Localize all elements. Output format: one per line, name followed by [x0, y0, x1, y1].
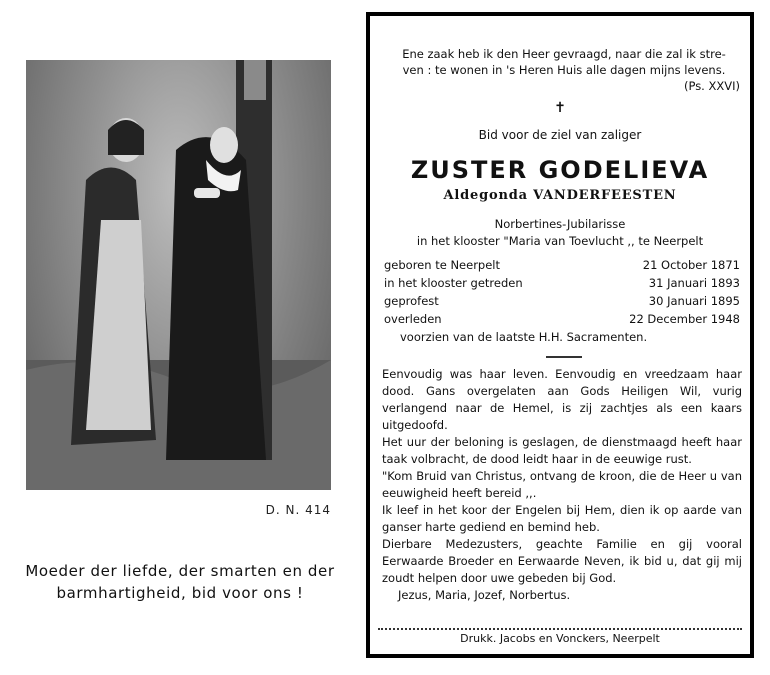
order-line: in het klooster "Maria van Toevlucht ,, te Neerpelt — [416, 234, 704, 248]
date-label: overleden — [384, 312, 442, 326]
prayer-text — [10, 560, 350, 604]
date-label: geboren te Neerpelt — [384, 258, 501, 272]
order-line: Norbertines-Jubilarisse — [494, 217, 626, 231]
date-label: in het klooster getreden — [384, 276, 523, 290]
date-value: 22 December 1948 — [629, 312, 740, 326]
memorial-card — [366, 12, 754, 658]
date-row — [384, 310, 740, 328]
date-value: 21 October 1871 — [642, 258, 740, 272]
date-value: 31 Januari 1893 — [648, 276, 740, 290]
paragraph: Eenvoudig was haar leven. Eenvoudig en vreedzaam haar dood. Gans overgelaten aan Gods Heiligen Wil, vurig verlangend naar de Hemel, is zij zachtjes als een kaars uitgedoofd. — [382, 367, 742, 432]
printer-credit: Drukk. Jacobs en Vonckers, Neerpelt — [460, 632, 660, 645]
verse-line: Ene zaak heb ik den Heer gevraagd, naar die zal ik stre- — [402, 47, 726, 61]
date-label: geprofest — [384, 294, 439, 308]
verse-line: ven : te wonen in 's Heren Huis alle dagen mijns levens. — [402, 63, 726, 77]
paragraph: Dierbare Medezusters, geachte Familie en gij vooral Eerwaarde Broeder en Eerwaarde Neven, ik bid u, dat gij mij zoudt helpen door uwe gebeden bij God. — [382, 537, 742, 585]
divider — [546, 356, 582, 358]
date-value: 30 Januari 1895 — [648, 294, 740, 308]
dotted-divider — [378, 628, 742, 630]
devotional-picture — [26, 60, 331, 490]
religious-name: ZUSTER GODELIEVA — [410, 156, 710, 184]
prayer-line: barmhartigheid, bid voor ons ! — [56, 584, 304, 602]
cross-icon: ✝ — [554, 100, 566, 116]
left-panel — [0, 0, 360, 675]
civil-name: Aldegonda VANDERFEESTEN — [443, 188, 677, 203]
life-dates — [384, 256, 740, 346]
sacraments-line: voorzien van de laatste H.H. Sacramenten. — [400, 330, 648, 344]
prayer-line: Moeder der liefde, der smarten en der — [25, 562, 335, 580]
reference-code: D. N. 414 — [265, 503, 331, 517]
memorial-text — [382, 366, 742, 604]
paragraph: Het uur der beloning is geslagen, de dienstmaagd heeft haar taak volbracht, de dood leidt haar in de eeuwige rust. — [382, 435, 742, 466]
scripture-verse — [388, 46, 740, 94]
devotional-illustration — [26, 60, 331, 490]
paragraph: "Kom Bruid van Christus, ontvang de kroon, die de Heer u van eeuwigheid heeft bereid ,,. — [382, 469, 742, 500]
order-info — [370, 216, 750, 250]
date-row — [384, 292, 740, 310]
date-row — [384, 256, 740, 274]
prayer-request: Bid voor de ziel van zaliger — [478, 128, 642, 142]
closing-invocation: Jezus, Maria, Jozef, Norbertus. — [398, 588, 571, 602]
verse-reference: (Ps. XXVI) — [683, 79, 740, 93]
paragraph: Ik leef in het koor der Engelen bij Hem, dien ik op aarde van ganser harte gediend en bemind heb. — [382, 503, 742, 534]
date-row — [384, 274, 740, 292]
